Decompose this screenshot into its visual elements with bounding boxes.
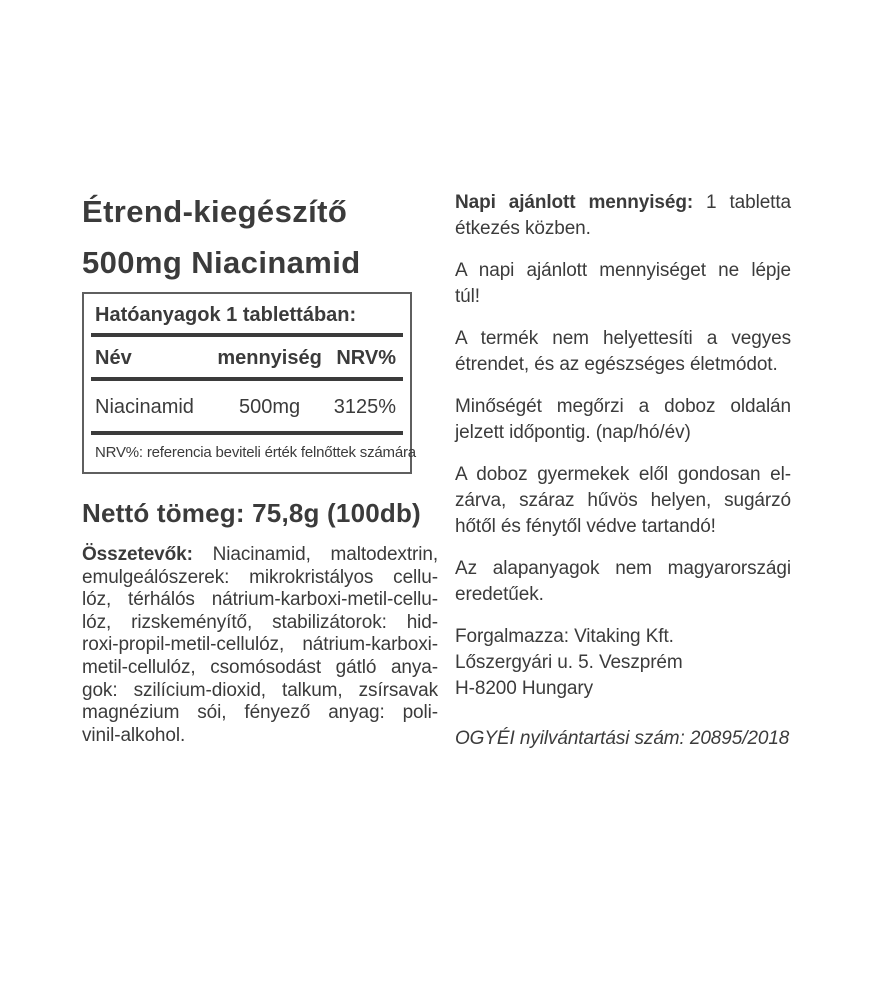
active-ingredients-table (82, 292, 416, 474)
text-line: metil-cellulóz, csomósodást gátló anya- (82, 656, 438, 678)
storage-notice (455, 462, 791, 540)
origin-notice (455, 556, 791, 608)
text-line: lóz, térhálós nátrium-karboxi-metil-cellu- (82, 589, 438, 611)
text-line: jelzett időpontig. (nap/hó/év) (455, 422, 691, 443)
text-line: roxi-propil-metil-cellulóz, nátrium-karboxi- (82, 634, 438, 656)
dosage-label: Napi ajánlott mennyiség: (455, 192, 694, 213)
text-line: étkezés közben. (455, 218, 591, 239)
table-header-name: Név (95, 347, 132, 369)
distributor-address (455, 624, 791, 702)
text-line: Forgalmazza: Vitaking Kft. (455, 626, 674, 647)
storage-notice-lines (455, 462, 791, 540)
net-weight: Nettó tömeg: 75,8g (100db) (82, 498, 421, 528)
text-line: A napi ajánlott mennyiséget ne lépje (455, 260, 791, 281)
product-title-line1: Étrend-kiegészítő (82, 194, 348, 229)
overdose-warning-lines (455, 258, 791, 310)
distributor-lines (455, 624, 791, 702)
text-line: A termék nem helyettesíti a vegyes (455, 328, 791, 349)
text-line: A doboz gyermekek elől gondosan el- (455, 464, 791, 485)
text-line: Az alapanyagok nem magyarországi (455, 558, 791, 579)
text-line: vinil-alkohol. (82, 724, 186, 746)
overdose-warning (455, 258, 791, 310)
ingredients-lines (82, 567, 438, 748)
text-line: túl! (455, 286, 480, 307)
table-row (84, 381, 410, 431)
table-caption: Hatóanyagok 1 tablettában: (95, 304, 357, 326)
dosage-paragraph (455, 190, 791, 242)
product-title-line2: 500mg Niacinamid (82, 245, 361, 280)
ingredients-label: Összetevők: (82, 544, 193, 565)
text-line (82, 544, 438, 567)
expiry-notice-lines (455, 394, 791, 446)
text-line: H-8200 Hungary (455, 678, 594, 699)
text-line: emulgeálószerek: mikrokristályos cellu- (82, 566, 438, 588)
origin-notice-lines (455, 556, 791, 608)
text-line: étrendet, és az egészséges életmódot. (455, 354, 778, 375)
registration-number: OGYÉI nyilvántartási szám: 20895/2018 (455, 728, 790, 749)
text-line (455, 190, 791, 216)
table-header-row (84, 337, 410, 377)
text-line: zárva, száraz hűvös helyen, sugárzó (455, 490, 791, 511)
table-header-nrv: NRV% (336, 347, 396, 369)
left-column (82, 186, 442, 747)
expiry-notice (455, 394, 791, 446)
text-line: Minőségét megőrzi a doboz oldalán (455, 396, 791, 417)
right-column (455, 190, 791, 768)
text-line: gok: szilícium-dioxid, talkum, zsírsavak (82, 679, 438, 701)
ingredients-paragraph (82, 544, 438, 747)
table-header-amount: mennyiség (217, 347, 322, 369)
text-line: Lőszergyári u. 5. Veszprém (455, 652, 683, 673)
diet-notice (455, 326, 791, 378)
dosage-lines (455, 216, 791, 242)
text-line: lóz, rizskeményítő, stabilizátorok: hid- (82, 611, 438, 633)
ingredient-nrv-cell: 3125% (333, 396, 396, 418)
text-line: eredetűek. (455, 584, 544, 605)
dosage-first-line: 1 tabletta (706, 192, 791, 213)
text-line: hőtől és fénytől védve tartandó! (455, 516, 716, 537)
ingredients-first-line: Niacinamid, maltodextrin, (212, 544, 438, 565)
ingredient-name-cell: Niacinamid (95, 396, 194, 418)
diet-notice-lines (455, 326, 791, 378)
nrv-footnote: NRV%: referencia beviteli érték felnőttek számára (95, 444, 416, 461)
text-line: magnézium sói, fényező anyag: poli- (82, 702, 438, 724)
ingredient-amount-cell: 500mg (238, 396, 301, 418)
